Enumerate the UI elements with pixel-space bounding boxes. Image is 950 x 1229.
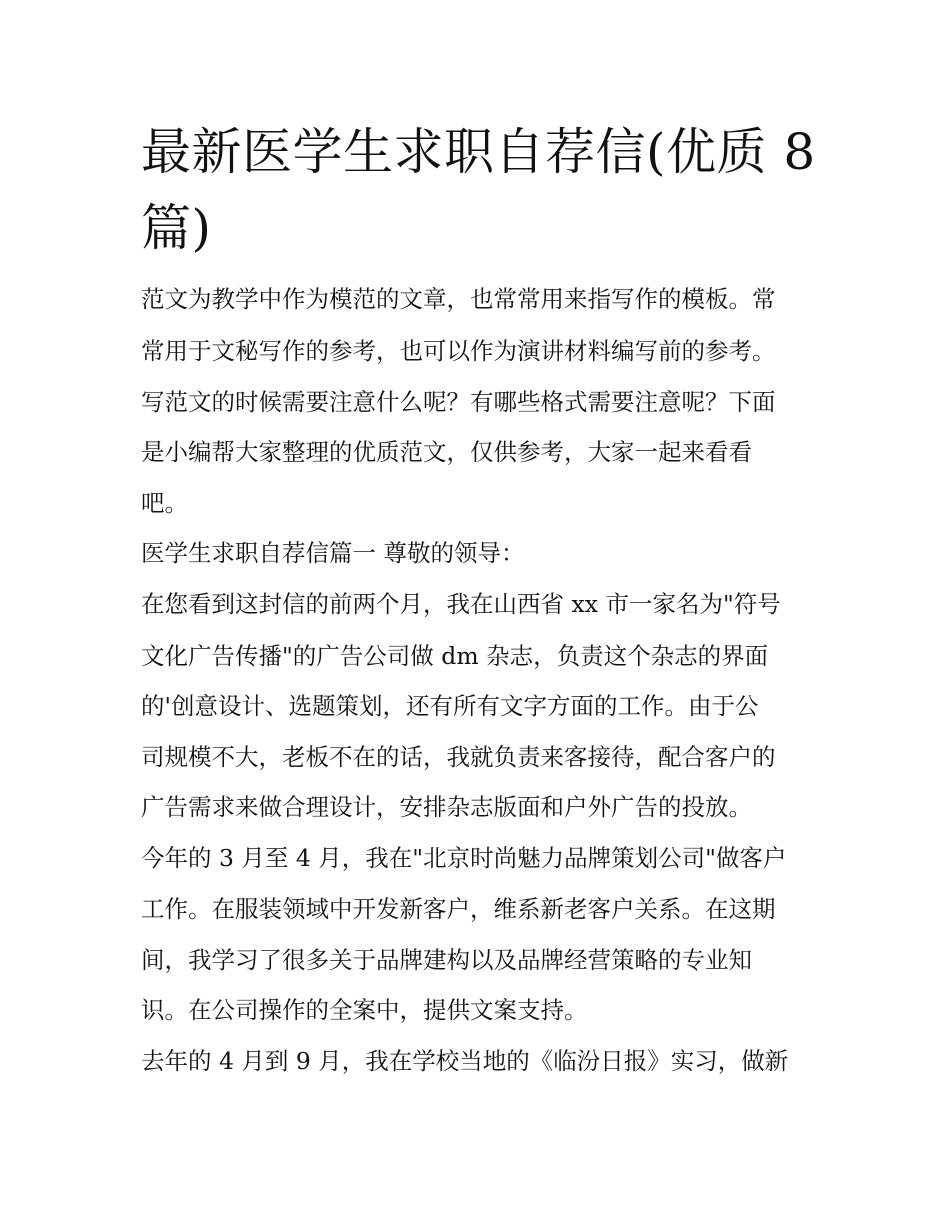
body-line-5: 吧。 bbox=[141, 489, 188, 517]
body-line-7: 在您看到这封信的前两个月，我在山西省 xx 市一家名为"符号 bbox=[141, 590, 781, 618]
body-line-4: 是小编帮大家整理的优质范文，仅供参考，大家一起来看看 bbox=[141, 438, 752, 466]
document-title bbox=[141, 114, 821, 266]
title-line-1: 最新医学生求职自荐信(优质 8 bbox=[141, 123, 816, 181]
body-line-1: 范文为教学中作为模范的文章，也常常用来指写作的模板。常 bbox=[141, 285, 776, 313]
body-line-15: 识。在公司操作的全案中，提供文案支持。 bbox=[141, 996, 588, 1024]
body-line-16: 去年的 4 月到 9 月，我在学校当地的《临汾日报》实习，做新 bbox=[141, 1047, 789, 1075]
body-line-8: 文化广告传播"的广告公司做 dm 杂志，负责这个杂志的界面 bbox=[141, 642, 769, 670]
title-line-2: 篇) bbox=[141, 199, 212, 257]
body-line-13: 工作。在服装领域中开发新客户，维系新老客户关系。在这期 bbox=[141, 895, 776, 923]
body-line-11: 广告需求来做合理设计，安排杂志版面和户外广告的投放。 bbox=[141, 793, 752, 821]
body-line-2: 常用于文秘写作的参考，也可以作为演讲材料编写前的参考。 bbox=[141, 337, 776, 365]
body-line-3: 写范文的时候需要注意什么呢？有哪些格式需要注意呢？下面 bbox=[141, 388, 776, 416]
body-line-14: 间，我学习了很多关于品牌建构以及品牌经营策略的专业知 bbox=[141, 946, 752, 974]
body-line-12: 今年的 3 月至 4 月，我在"北京时尚魅力品牌策划公司"做客户 bbox=[141, 844, 787, 872]
body-line-6: 医学生求职自荐信篇一 尊敬的领导： bbox=[141, 539, 525, 567]
body-line-9: 的'创意设计、选题策划，还有所有文字方面的工作。由于公 bbox=[141, 692, 759, 720]
body-line-10: 司规模不大，老板不在的话，我就负责来客接待，配合客户的 bbox=[141, 743, 776, 771]
